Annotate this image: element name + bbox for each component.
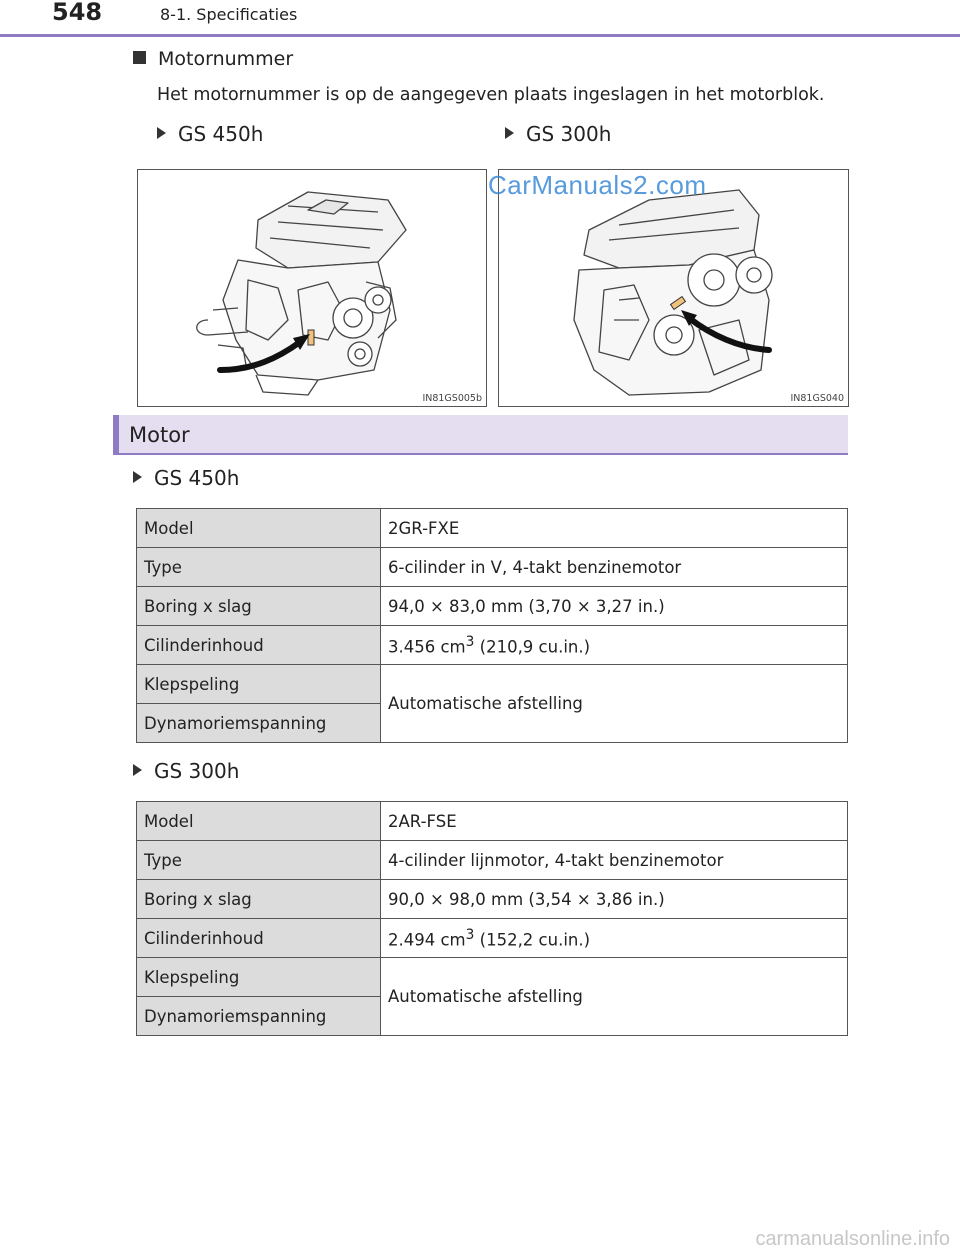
- spec-value: 94,0 × 83,0 mm (3,70 × 3,27 in.): [381, 587, 848, 626]
- figure-variant-text: GS 450h: [178, 122, 264, 146]
- table-variant-label: [133, 466, 239, 490]
- section-band-title: Motor: [129, 423, 190, 447]
- header-rule: [0, 34, 960, 37]
- table-row: [137, 548, 848, 587]
- table-row: [137, 802, 848, 841]
- table-row: [137, 587, 848, 626]
- spec-label: Model: [137, 509, 381, 548]
- figure-variant-text: GS 300h: [526, 122, 612, 146]
- engine-drawing-icon: [499, 170, 848, 406]
- engine-drawing-icon: [138, 170, 486, 406]
- triangle-bullet-icon: [133, 764, 142, 776]
- footer-watermark: carmanualsonline.info: [755, 1228, 950, 1250]
- spec-label: Type: [137, 548, 381, 587]
- table-row: [137, 841, 848, 880]
- figure-variant-label: [505, 122, 611, 146]
- engine-number-heading: [133, 48, 293, 70]
- spec-value: Automatische afstelling: [381, 665, 848, 743]
- spec-value-suffix: (152,2 cu.in.): [474, 930, 591, 950]
- chapter-title: 8-1. Specificaties: [160, 5, 298, 24]
- spec-value: [381, 626, 848, 665]
- spec-label: Klepspeling: [137, 958, 381, 997]
- engine-illustration-gs450h: [137, 169, 487, 407]
- table-row: [137, 958, 848, 997]
- page-number: 548: [52, 0, 103, 26]
- table-row: [137, 509, 848, 548]
- engine-number-text: Het motornummer is op de aangegeven plaats ingeslagen in het motorblok.: [157, 85, 825, 105]
- table-variant-text: GS 450h: [154, 466, 240, 490]
- triangle-bullet-icon: [133, 471, 142, 483]
- spec-label: Type: [137, 841, 381, 880]
- spec-table-gs450h: [136, 508, 848, 743]
- spec-label: Dynamoriemspanning: [137, 704, 381, 743]
- spec-value: Automatische afstelling: [381, 958, 848, 1036]
- spec-label: Boring x slag: [137, 880, 381, 919]
- figure-code: IN81GS040: [790, 393, 844, 404]
- spec-value: 6-cilinder in V, 4-takt benzinemotor: [381, 548, 848, 587]
- spec-label: Cilinderinhoud: [137, 626, 381, 665]
- spec-value: 2AR-FSE: [381, 802, 848, 841]
- page-header: [0, 0, 960, 36]
- spec-value-suffix: (210,9 cu.in.): [474, 637, 591, 657]
- table-row: [137, 880, 848, 919]
- spec-label: Klepspeling: [137, 665, 381, 704]
- spec-label: Dynamoriemspanning: [137, 997, 381, 1036]
- spec-value: 90,0 × 98,0 mm (3,54 × 3,86 in.): [381, 880, 848, 919]
- spec-table-gs300h: [136, 801, 848, 1036]
- table-row: [137, 626, 848, 665]
- figure-variant-label: [157, 122, 263, 146]
- watermark-text: CarManuals2.com: [488, 170, 707, 200]
- spec-label: Cilinderinhoud: [137, 919, 381, 958]
- table-row: [137, 665, 848, 704]
- triangle-bullet-icon: [505, 127, 514, 139]
- table-variant-text: GS 300h: [154, 759, 240, 783]
- engine-illustration-gs300h: [498, 169, 849, 407]
- engine-number-title: Motornummer: [158, 48, 294, 70]
- spec-value-main: 3.456 cm: [388, 637, 466, 657]
- section-band: [113, 415, 848, 455]
- spec-value: 2GR-FXE: [381, 509, 848, 548]
- figure-code: IN81GS005b: [422, 393, 482, 404]
- square-bullet-icon: [133, 51, 146, 64]
- spec-label: Boring x slag: [137, 587, 381, 626]
- triangle-bullet-icon: [157, 127, 166, 139]
- table-row: [137, 919, 848, 958]
- spec-value: 4-cilinder lijnmotor, 4-takt benzinemotor: [381, 841, 848, 880]
- spec-value-sup: 3: [465, 926, 475, 943]
- table-variant-label: [133, 759, 239, 783]
- spec-value-main: 2.494 cm: [388, 930, 466, 950]
- spec-label: Model: [137, 802, 381, 841]
- spec-value: [381, 919, 848, 958]
- spec-value-sup: 3: [465, 633, 475, 650]
